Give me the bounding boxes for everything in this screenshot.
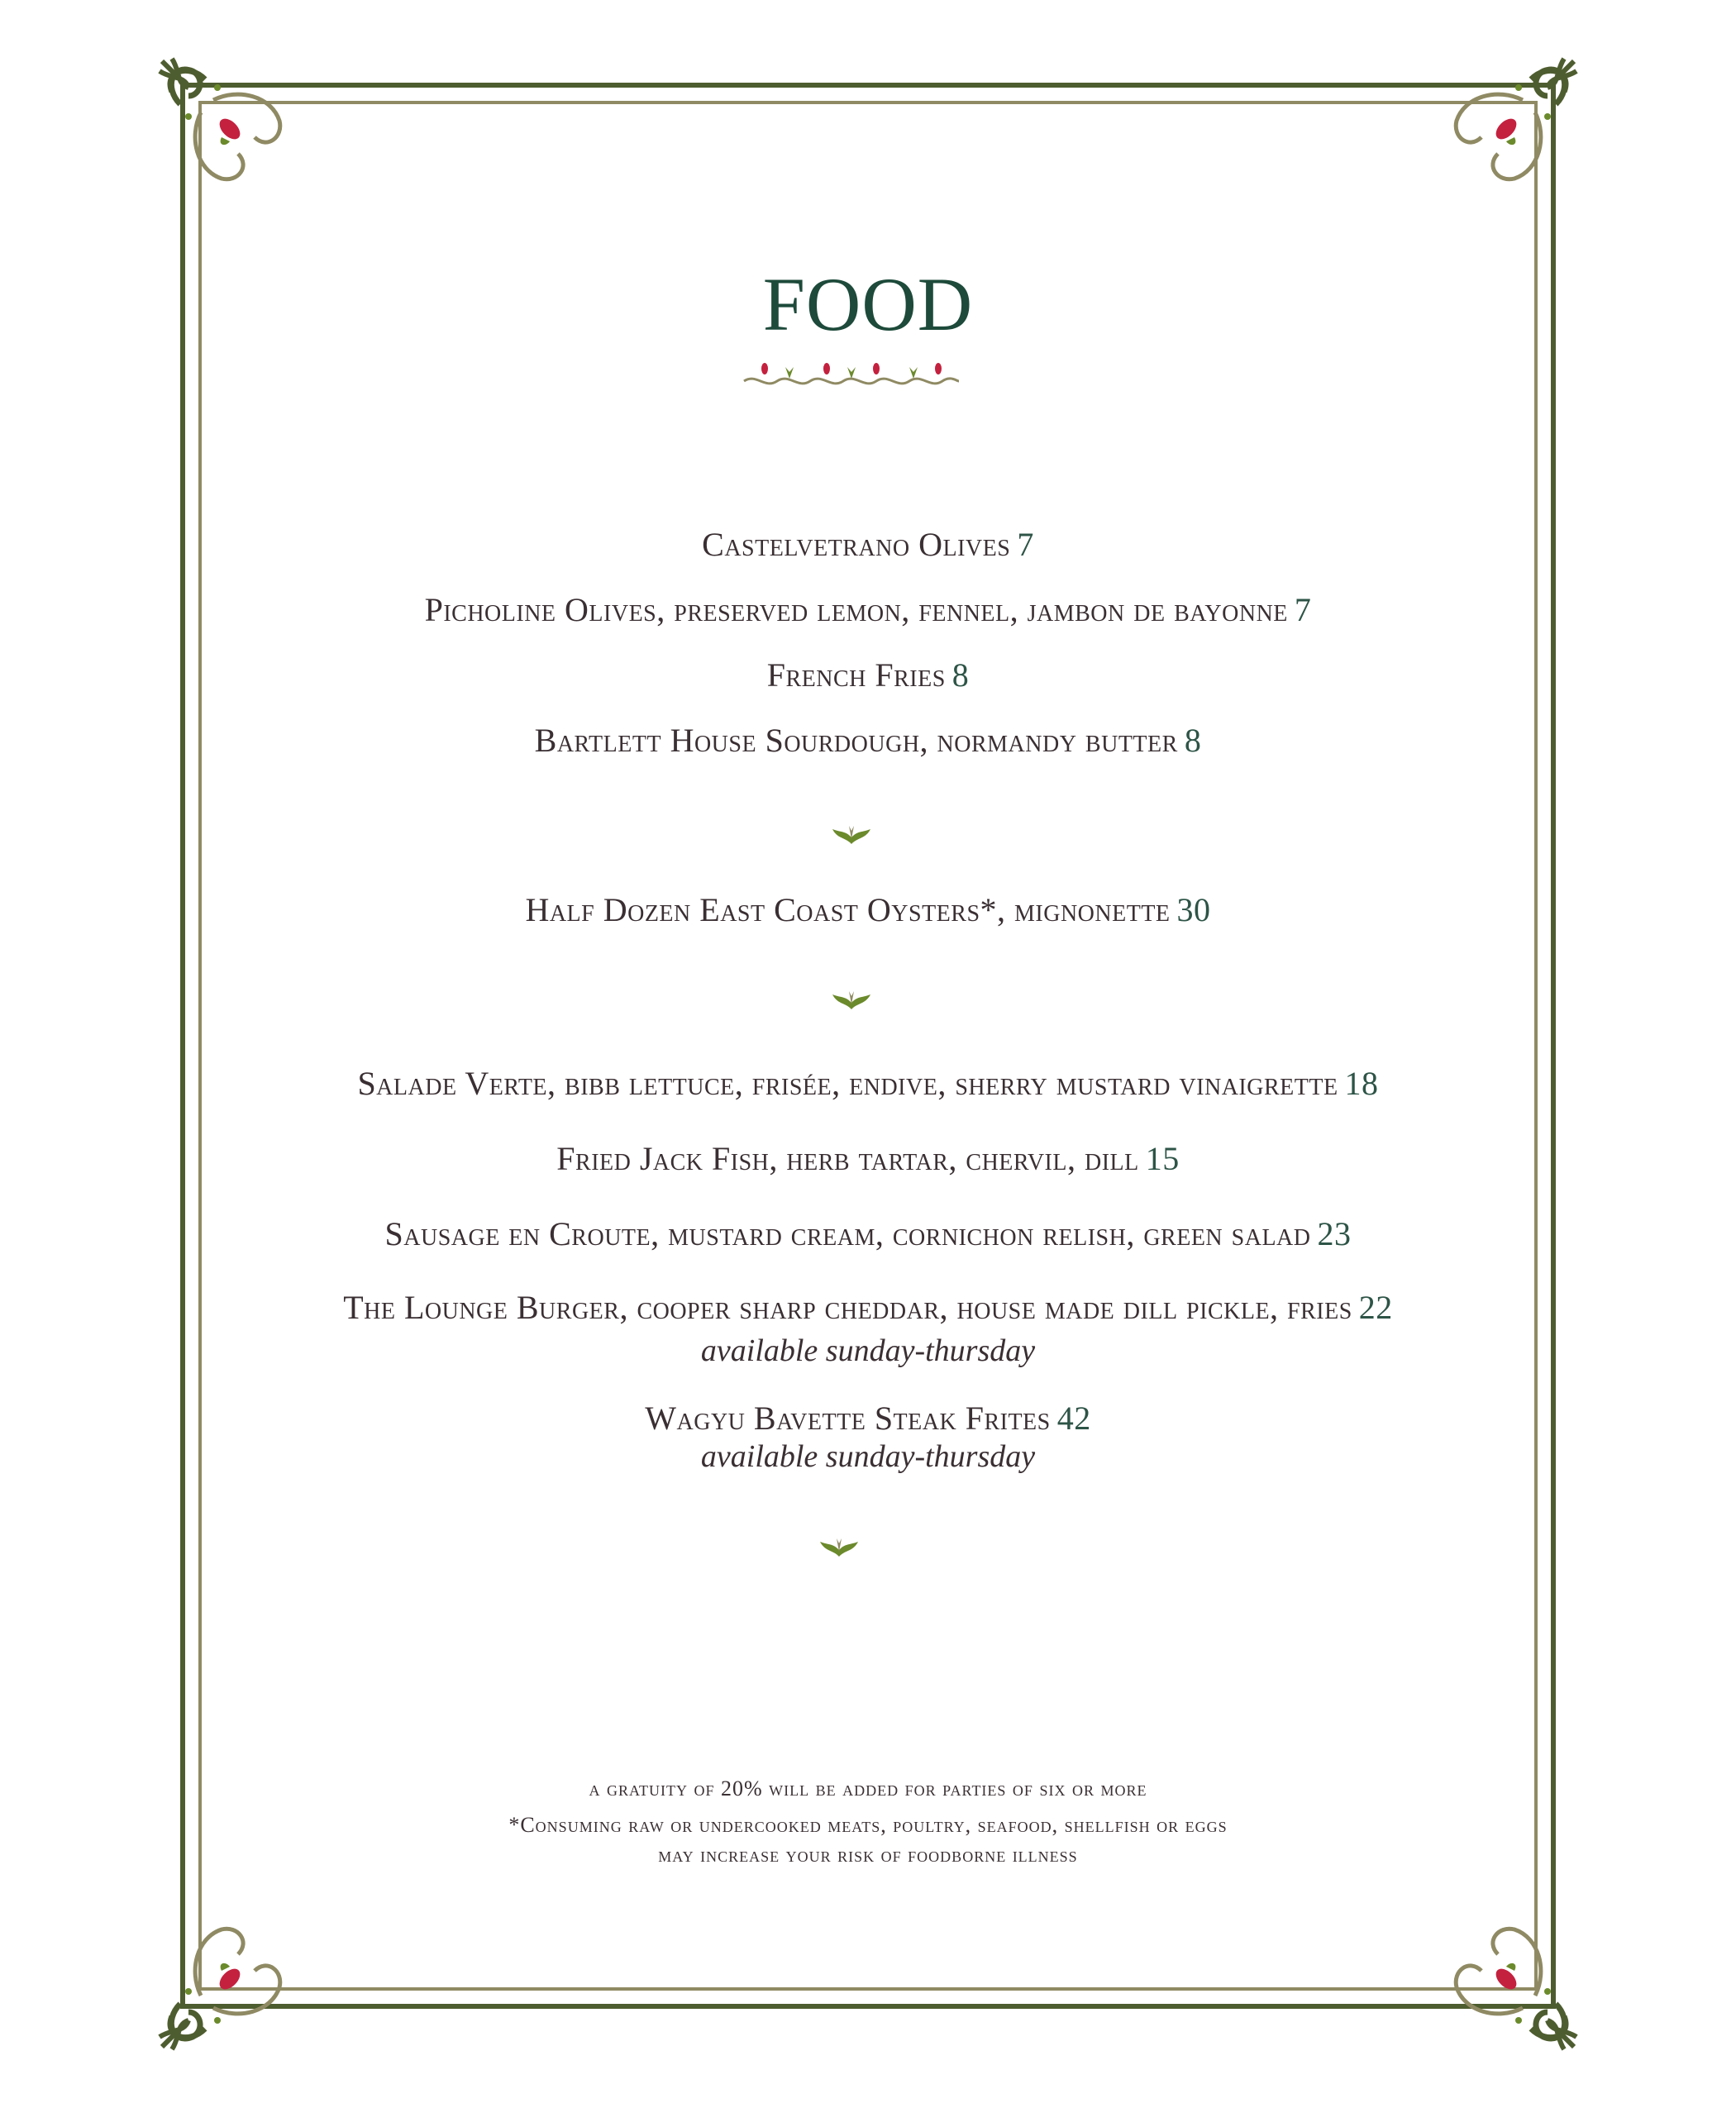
corner-ornament-icon [155, 55, 329, 228]
item-name: French Fries [766, 656, 946, 694]
menu-item [0, 1399, 1736, 1438]
menu-item [0, 1064, 1736, 1103]
menu-item [0, 525, 1736, 564]
item-price: 8 [951, 656, 970, 694]
leaf-divider-icon [818, 1533, 860, 1560]
menu-item [0, 590, 1736, 629]
menu-item [0, 1139, 1736, 1178]
menu-item [0, 656, 1736, 694]
availability-note: available sunday-thursday [700, 1439, 1036, 1474]
item-price: 15 [1145, 1140, 1180, 1177]
item-name: The Lounge Burger, cooper sharp cheddar, house made dill pickle, fries [343, 1289, 1352, 1326]
item-name: Half Dozen East Coast Oysters*, mignonette [525, 891, 1171, 928]
item-name: Salade Verte, bibb lettuce, frisée, endive, sherry mustard vinaigrette [357, 1065, 1338, 1102]
item-price: 18 [1344, 1065, 1379, 1102]
item-price: 8 [1184, 722, 1202, 759]
menu-item [0, 1214, 1736, 1253]
item-price: 22 [1358, 1289, 1393, 1326]
corner-ornament-icon [1407, 55, 1581, 228]
page-title: FOOD [762, 262, 974, 346]
item-name: Castelvetrano Olives [702, 526, 1011, 563]
corner-ornament-icon [1407, 1880, 1581, 2053]
leaf-divider-icon [831, 821, 872, 847]
gratuity-note: a gratuity of 20% will be added for parties of six or more [589, 1777, 1147, 1800]
item-name: Wagyu Bavette Steak Frites [645, 1400, 1051, 1437]
availability-note: available sunday-thursday [700, 1333, 1036, 1368]
item-name: Sausage en Croute, mustard cream, cornichon relish, green salad [384, 1215, 1311, 1252]
item-name: Bartlett House Sourdough, normandy butter [534, 722, 1178, 759]
menu-item [0, 890, 1736, 929]
item-price: 23 [1317, 1215, 1352, 1252]
leaf-divider-icon [831, 986, 872, 1013]
menu-item [0, 721, 1736, 760]
item-price: 7 [1017, 526, 1034, 563]
raw-food-warning-continued: may increase your risk of foodborne illness [658, 1843, 1078, 1867]
item-price: 30 [1176, 891, 1211, 928]
item-price: 42 [1056, 1400, 1091, 1437]
menu-item [0, 1288, 1736, 1327]
item-name: Picholine Olives, preserved lemon, fennel, jambon de bayonne [424, 591, 1288, 628]
corner-ornament-icon [155, 1880, 329, 2053]
item-name: Fried Jack Fish, herb tartar, chervil, dill [556, 1140, 1139, 1177]
raw-food-warning: *Consuming raw or undercooked meats, poultry, seafood, shellfish or eggs [508, 1813, 1228, 1837]
title-flourish-icon [740, 360, 963, 393]
item-price: 7 [1294, 591, 1312, 628]
